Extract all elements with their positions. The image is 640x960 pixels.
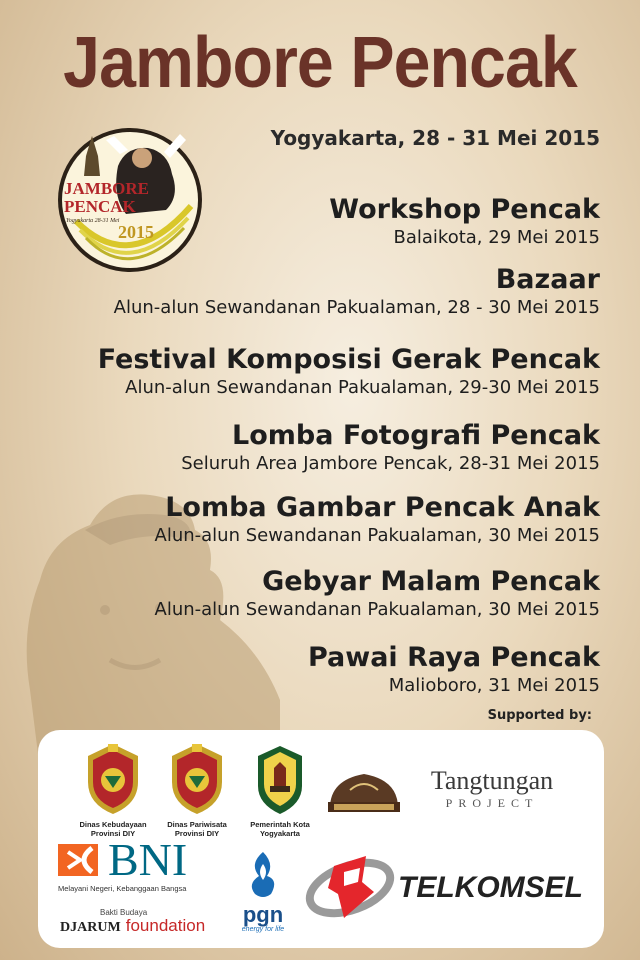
sponsor-caption: Dinas Pariwisata Provinsi DIY xyxy=(167,820,227,838)
bni-mark-icon xyxy=(58,838,104,882)
yogyakarta-crest-icon xyxy=(244,742,316,816)
pgn-flame-icon xyxy=(245,850,281,900)
event-lomba-gambar xyxy=(155,492,600,548)
heritage-emblem-logo xyxy=(324,768,404,816)
logo-text-year: 2015 xyxy=(118,222,154,242)
foundation-wordmark: foundation xyxy=(125,916,206,935)
event-place: Alun-alun Sewandanan Pakualaman, 30 Mei 2015 xyxy=(154,525,600,546)
logo-text-place: Yogyakarta 28-31 Mei xyxy=(66,218,120,224)
tangtungan-wordmark: Tangtungan xyxy=(430,766,554,795)
event-festival xyxy=(98,344,600,400)
telkomsel-mark-icon xyxy=(304,848,396,928)
sponsor-pgn xyxy=(228,850,298,933)
sponsor-pemkot-yogyakarta xyxy=(244,742,316,838)
sponsor-tangtungan xyxy=(422,766,562,811)
sponsor-telkomsel xyxy=(304,848,594,928)
event-place: Alun-alun Sewandanan Pakualaman, 30 Mei 2015 xyxy=(154,599,600,620)
poster-title: Jambore Pencak xyxy=(63,23,577,103)
event-name: Lomba Gambar Pencak Anak xyxy=(165,492,600,523)
event-place: Alun-alun Sewandanan Pakualaman, 29-30 Mei 2015 xyxy=(125,377,600,398)
pgn-tagline: energy for life xyxy=(241,926,285,933)
sponsor-djarum-foundation xyxy=(60,908,220,937)
event-name: Festival Komposisi Gerak Pencak xyxy=(97,344,600,375)
event-place: Balaikota, 29 Mei 2015 xyxy=(393,227,600,248)
logo-text-jambore: JAMBORE xyxy=(64,179,149,198)
sponsor-caption: Dinas Kebudayaan Provinsi DIY xyxy=(79,820,147,838)
event-name: Bazaar xyxy=(495,264,600,295)
event-lomba-fotografi xyxy=(181,420,600,476)
event-name: Gebyar Malam Pencak xyxy=(262,566,600,597)
event-bazaar xyxy=(114,264,600,320)
pgn-wordmark: pgn xyxy=(242,902,284,927)
event-place: Malioboro, 31 Mei 2015 xyxy=(388,675,600,696)
event-name: Workshop Pencak xyxy=(329,194,600,225)
event-name: Lomba Fotografi Pencak xyxy=(232,420,600,451)
djarum-wordmark: DJARUM xyxy=(60,920,121,935)
logo-text-pencak: PENCAK xyxy=(64,197,136,216)
diy-crest-icon xyxy=(78,742,148,816)
event-place: Alun-alun Sewandanan Pakualaman, 28 - 30 Mei 2015 xyxy=(113,297,600,318)
sponsor-bni xyxy=(58,834,218,893)
event-name: Pawai Raya Pencak xyxy=(307,642,600,673)
sponsor-dinas-kebudayaan xyxy=(78,742,148,838)
bni-wordmark: BNI xyxy=(108,834,188,885)
telkomsel-wordmark: TELKOMSEL xyxy=(398,871,583,904)
sponsor-caption: Pemerintah Kota Yogyakarta xyxy=(250,820,310,838)
event-pawai-raya xyxy=(308,642,600,698)
tangtungan-sub: PROJECT xyxy=(445,796,539,810)
supported-by-label: Supported by: xyxy=(487,708,592,723)
bni-tagline: Melayani Negeri, Kebanggaan Bangsa xyxy=(58,884,187,893)
event-place: Seluruh Area Jambore Pencak, 28-31 Mei 2015 xyxy=(181,453,600,474)
diy-crest-icon xyxy=(162,742,232,816)
sponsor-dinas-pariwisata xyxy=(162,742,232,838)
djarum-small-text: Bakti Budaya xyxy=(100,908,148,917)
event-workshop xyxy=(329,194,600,250)
sponsors-panel xyxy=(38,730,604,948)
event-gebyar-malam xyxy=(155,566,600,622)
jambore-pencak-logo xyxy=(56,126,204,274)
poster-subtitle: Yogyakarta, 28 - 31 Mei 2015 xyxy=(270,126,600,150)
